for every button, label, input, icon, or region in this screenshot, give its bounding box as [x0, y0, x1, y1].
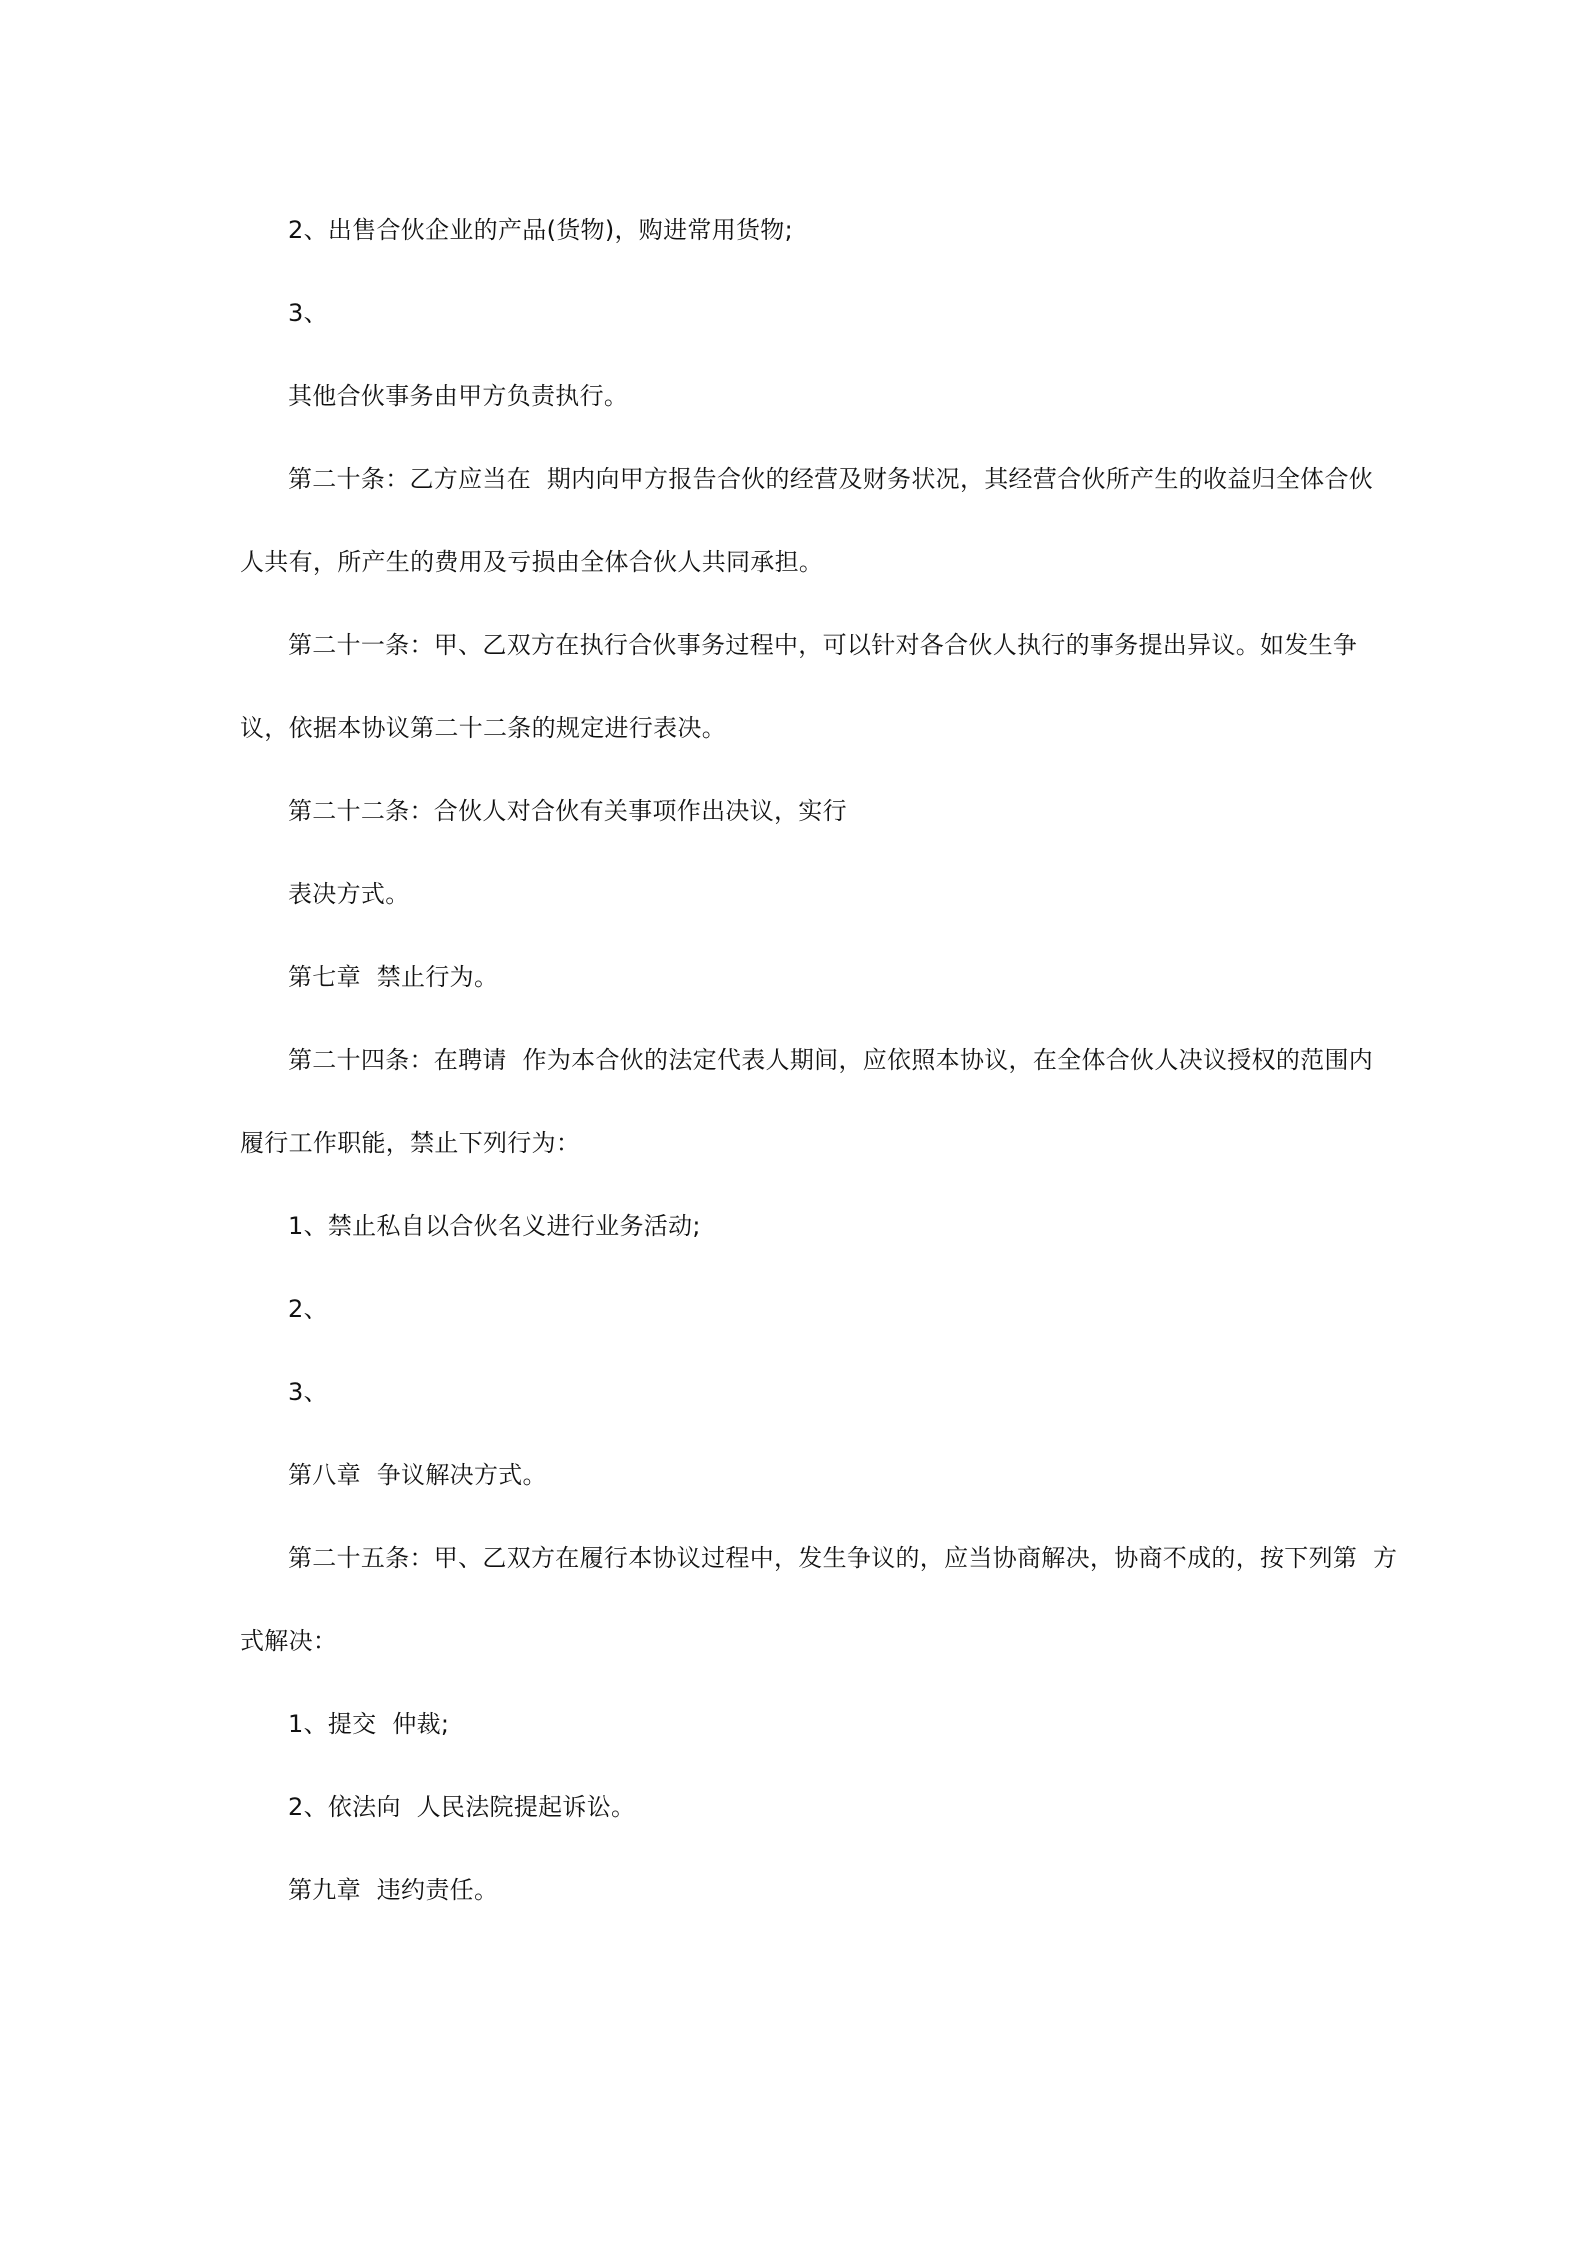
resolution-item-2: 2、依法向 人民法院提起诉讼。 [288, 1793, 636, 1821]
article-24-line-1: 第二十四条：在聘请 作为本合伙的法定代表人期间，应依照本协议，在全体合伙人决议授权的范围内 [288, 1046, 1374, 1074]
article-21-line-1: 第二十一条：甲、乙双方在执行合伙事务过程中，可以针对各合伙人执行的事务提出异议。如发生争 [288, 631, 1358, 659]
chapter-7-heading: 第七章 禁止行为。 [288, 963, 499, 991]
prohibition-item-3: 3、 [288, 1378, 328, 1406]
item-3-blank: 3、 [288, 299, 328, 327]
prohibition-item-2: 2、 [288, 1295, 328, 1323]
article-25-line-1: 第二十五条：甲、乙双方在履行本协议过程中，发生争议的，应当协商解决，协商不成的，按下列第 方 [288, 1544, 1398, 1572]
article-22-line-2: 表决方式。 [288, 880, 410, 908]
article-20-line-1: 第二十条：乙方应当在 期内向甲方报告合伙的经营及财务状况，其经营合伙所产生的收益归全体合伙 [288, 465, 1374, 493]
chapter-8-heading: 第八章 争议解决方式。 [288, 1461, 547, 1489]
prohibition-item-1: 1、禁止私自以合伙名义进行业务活动; [288, 1212, 701, 1240]
article-20-line-2: 人共有，所产生的费用及亏损由全体合伙人共同承担。 [240, 548, 824, 576]
article-22-line-1: 第二十二条：合伙人对合伙有关事项作出决议，实行 [288, 797, 847, 825]
article-21-line-2: 议，依据本协议第二十二条的规定进行表决。 [240, 714, 726, 742]
item-2-sell-products: 2、出售合伙企业的产品(货物)，购进常用货物; [288, 216, 793, 244]
article-24-line-2: 履行工作职能，禁止下列行为： [240, 1129, 581, 1157]
resolution-item-1: 1、提交 仲裁; [288, 1710, 450, 1738]
article-25-line-2: 式解决： [240, 1627, 338, 1655]
chapter-9-heading: 第九章 违约责任。 [288, 1876, 499, 1904]
other-affairs-paragraph: 其他合伙事务由甲方负责执行。 [288, 382, 629, 410]
